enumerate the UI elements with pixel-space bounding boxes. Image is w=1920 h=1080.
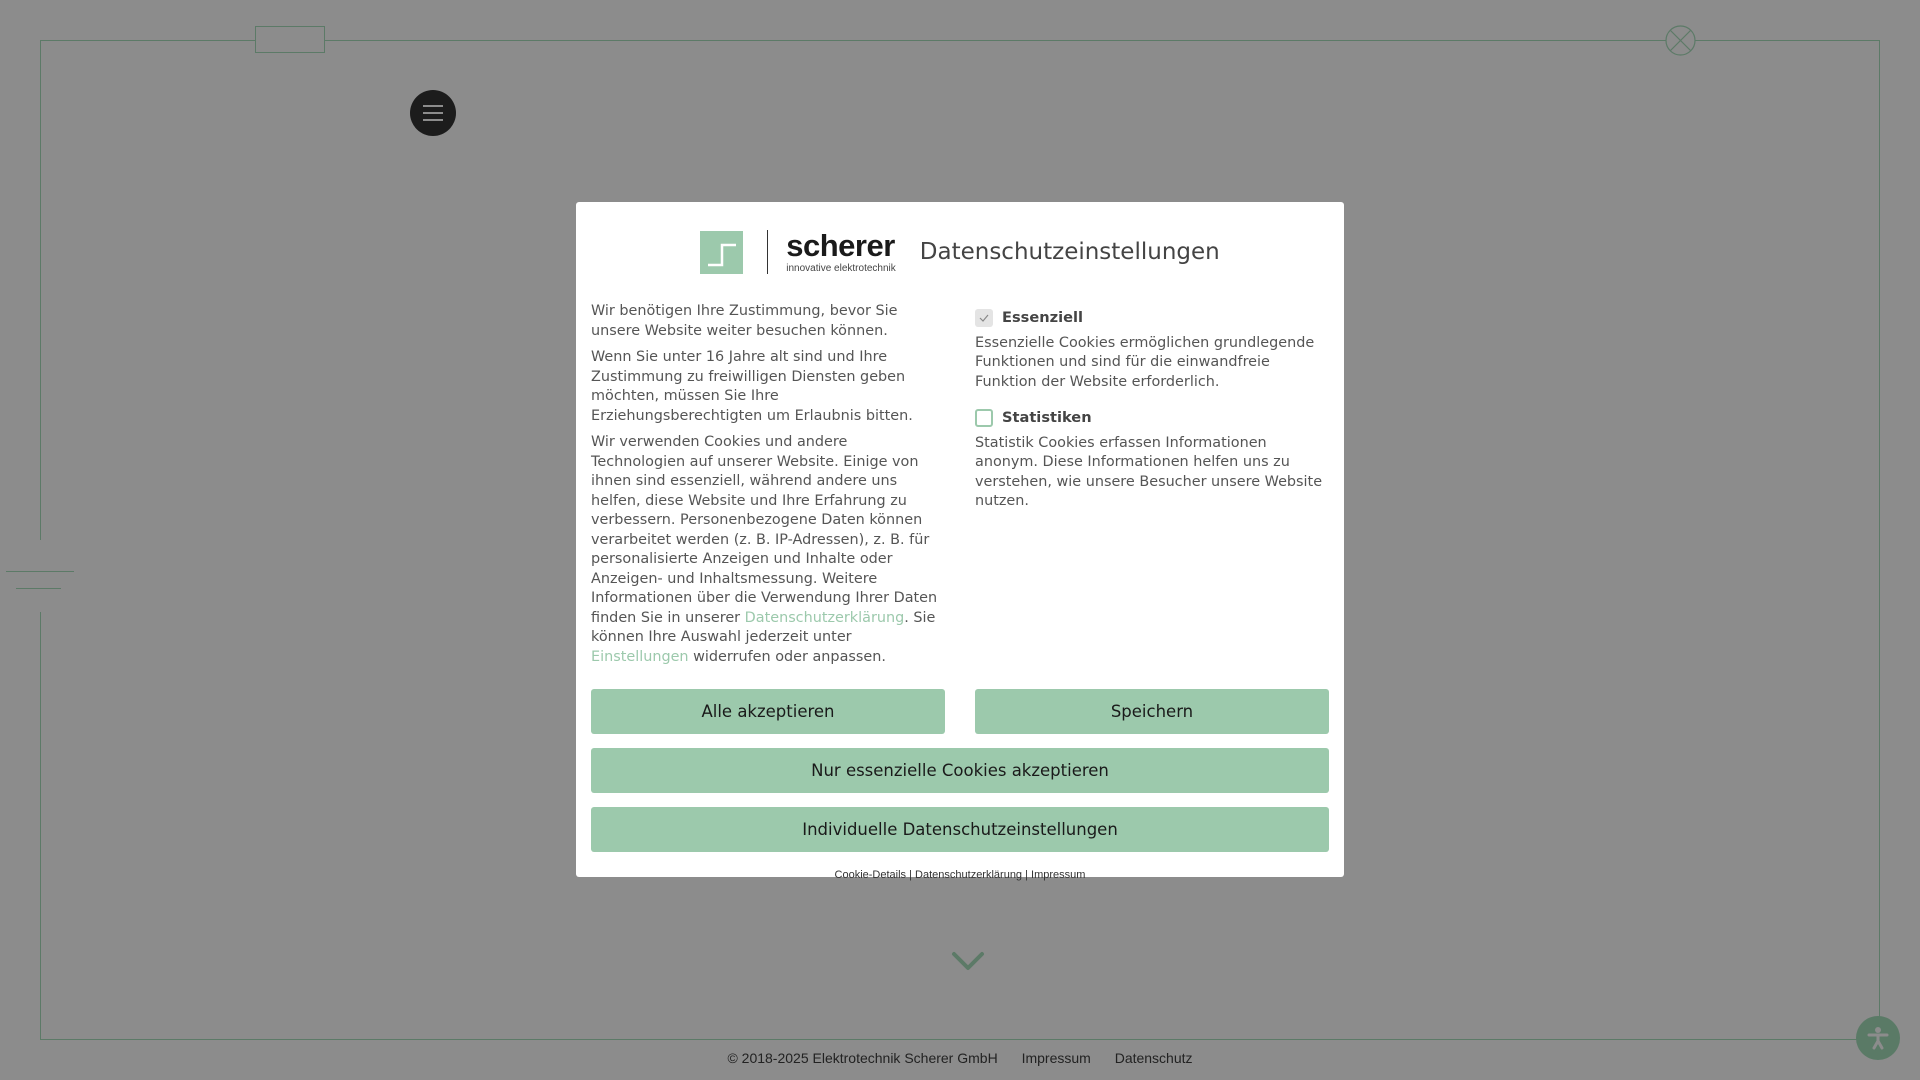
hamburger-icon-line: [423, 112, 443, 114]
logo-separator: [767, 230, 768, 274]
logo-step-icon: [700, 231, 743, 274]
hamburger-icon-line: [423, 105, 443, 107]
cookie-info-text: . Sie können Ihre Auswahl jederzeit unter: [591, 609, 936, 645]
scherer-logo: [700, 230, 896, 274]
statistics-label: Statistiken: [1002, 409, 1092, 426]
essential-description: Essenzielle Cookies ermöglichen grundlegende Funktionen und sind für die einwandfreie Funktion der Website erforderlich.: [975, 334, 1315, 390]
privacy-settings-dialog: [576, 202, 1344, 881]
footer-link-datenschutz[interactable]: Datenschutz: [1114, 1050, 1193, 1066]
imprint-link[interactable]: Impressum: [1031, 869, 1086, 881]
link-separator: |: [1022, 869, 1032, 881]
intro-paragraph: Wir benötigen Ihre Zustimmung, bevor Sie unsere Website weiter besuchen können.: [591, 303, 898, 339]
footer-link-impressum[interactable]: Impressum: [1021, 1050, 1091, 1066]
essential-checkbox[interactable]: [975, 309, 993, 327]
save-button[interactable]: Speichern: [975, 689, 1329, 734]
privacy-policy-link[interactable]: Datenschutzerklärung: [744, 609, 905, 626]
battery-short-plate: [16, 588, 61, 589]
privacy-policy-footer-link[interactable]: Datenschutzerklärung: [915, 869, 1023, 881]
settings-link[interactable]: Einstellungen: [591, 648, 689, 665]
option-essential: [975, 308, 1329, 392]
checkmark-icon: [979, 314, 989, 322]
accept-essential-only-button[interactable]: Nur essenzielle Cookies akzeptieren: [591, 748, 1329, 793]
frame-bottom-line: [40, 1039, 1880, 1040]
cookie-info-text: Wir verwenden Cookies und andere Technologien auf unserer Website. Einige von ihnen sind essenziell, während andere uns helfen, diese Website und Ihre Erfahrung zu verbessern. Personenbezogene Daten können verarbeitet werden (z. B. IP-Adressen), z. B. für personalisierte Anzeigen und Inhalte oder Anzeigen- und Inhaltsmessung. Weitere Informationen über die Verwendung Ihrer Daten finden Sie in unserer: [591, 434, 938, 626]
hamburger-icon-line: [423, 119, 443, 121]
cookie-info-paragraph: [591, 433, 945, 667]
cookie-options-column: [975, 302, 1329, 674]
dialog-footer-links: [591, 869, 1329, 881]
dialog-title: Datenschutzeinstellungen: [919, 239, 1220, 265]
age-notice-paragraph: Wenn Sie unter 16 Jahre alt sind und Ihre Zustimmung zu freiwilligen Diensten geben möchten, müssen Sie Ihre Erziehungsberechtigten um Erlaubnis bitten.: [591, 349, 913, 424]
resistor-symbol: [255, 26, 325, 53]
option-statistics: [975, 408, 1329, 512]
statistics-description: Statistik Cookies erfassen Informationen anonym. Diese Informationen helfen uns zu verstehen, wie unsere Besucher unsere Website nutzen.: [975, 434, 1323, 509]
frame-left-line-lower: [40, 612, 41, 1040]
cookie-info-text: widerrufen oder anpassen.: [688, 648, 886, 665]
cookie-details-link[interactable]: Cookie-Details: [834, 869, 907, 881]
frame-left-line-upper: [40, 40, 41, 540]
frame-right-line: [1879, 40, 1880, 1040]
logo-tagline: innovative elektrotechnik: [786, 263, 896, 274]
consent-text-column: [591, 302, 945, 674]
essential-label: Essenziell: [1002, 309, 1084, 326]
accessibility-icon: [1867, 1026, 1889, 1050]
menu-button[interactable]: [410, 90, 456, 136]
battery-long-plate: [6, 571, 74, 572]
dialog-header: [591, 202, 1329, 302]
page-footer: [0, 1050, 1920, 1066]
link-separator: |: [906, 869, 916, 881]
individual-settings-button[interactable]: Individuelle Datenschutzeinstellungen: [591, 807, 1329, 852]
lamp-symbol-icon: [1665, 25, 1696, 56]
accept-all-button[interactable]: Alle akzeptieren: [591, 689, 945, 734]
footer-copyright: © 2018-2025 Elektrotechnik Scherer GmbH: [727, 1050, 998, 1066]
logo-name: scherer: [786, 228, 895, 263]
chevron-down-icon[interactable]: [950, 950, 986, 974]
statistics-checkbox[interactable]: [975, 409, 993, 427]
